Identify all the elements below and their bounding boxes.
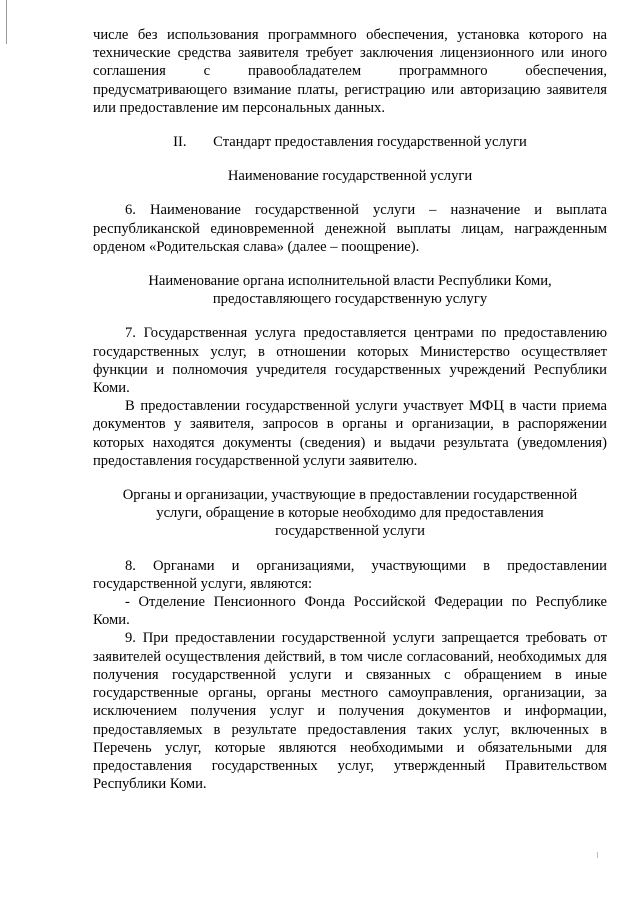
paragraph-8-item: - Отделение Пенсионного Фонда Российской Федерации по Республике Коми.	[93, 594, 607, 629]
heading-orgs-line3: государственной услуги	[275, 523, 425, 540]
section-number: II.	[173, 134, 187, 151]
paragraph-7: 7. Государственная услуга предоставляется центрами по предоставлению государственных услуг, в отношении которых Министерство осуществляет функции и полномочия учредителя государственных учреждений Республики Коми.	[93, 325, 607, 397]
heading-service-name: Наименование государственной услуги	[227, 168, 473, 185]
scan-edge-line	[6, 0, 7, 44]
paragraph-continuation: числе без использования программного обеспечения, установка которого на технические средства заявителя требует заключения лицензионного или иного соглашения с правообладателем программного обеспечения, предусматривающего взимание платы, регистрацию или авторизацию заявителя или предоставление им персональных данных.	[93, 27, 607, 116]
heading-authority-line2: предоставляющего государственную услугу	[212, 291, 488, 308]
paragraph-7b: В предоставлении государственной услуги участвует МФЦ в части приема документов у заявителя, запросов в органы и организации, в распоряжении которых находятся документы (сведения) и выдачи результата (уведомления) предоставления государственной услуги заявителю.	[93, 398, 607, 469]
scan-mark	[597, 852, 598, 858]
paragraph-9: 9. При предоставлении государственной услуги запрещается требовать от заявителей осуществления действий, в том числе согласований, необходимых для получения государственной услуги и связанных с обращением в иные государственные органы, органы местного самоуправления, организации, за исключением получения услуг и получения документов и информации, предоставляемых в результате предоставления таких услуг, включенных в Перечень услуг, которые являются необходимыми и обязательными для предоставления государственных услуг, утвержденный Правительством Республики Коми.	[93, 630, 607, 793]
heading-orgs-line1: Органы и организации, участвующие в предоставлении государственной	[122, 487, 578, 504]
document-body	[93, 26, 607, 793]
heading-orgs-line2: услуги, обращение в которые необходимо для предоставления	[156, 505, 544, 522]
section-heading	[93, 133, 607, 151]
section-title: Стандарт предоставления государственной услуги	[213, 134, 527, 151]
heading-authority-line1: Наименование органа исполнительной власти Республики Коми,	[148, 273, 552, 290]
paragraph-6: 6. Наименование государственной услуги – назначение и выплата республиканской единовременной денежной выплаты лицам, награжденным орденом «Родительская слава» (далее – поощрение).	[93, 202, 607, 255]
paragraph-8: 8. Органами и организациями, участвующими в предоставлении государственной услуги, являются:	[93, 557, 607, 592]
